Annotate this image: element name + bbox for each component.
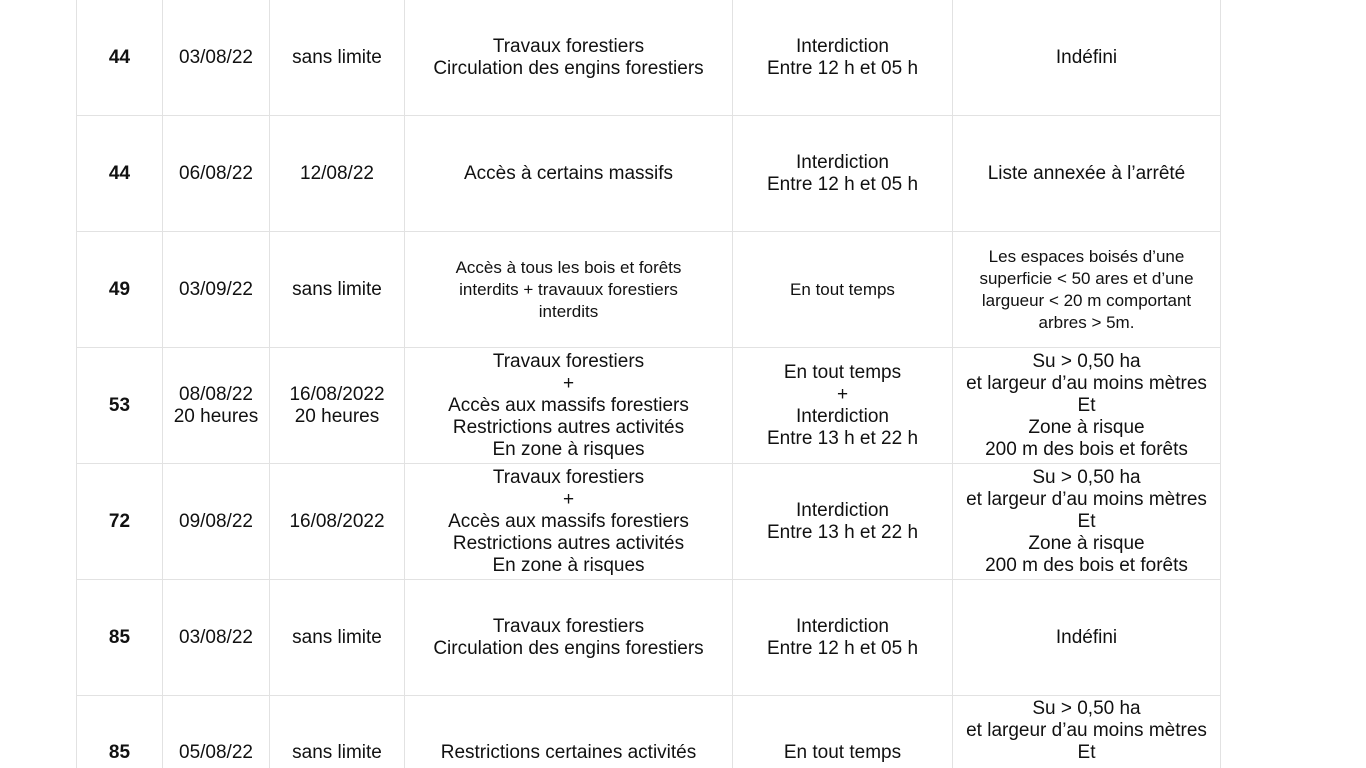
department-cell: 53: [77, 348, 163, 464]
mesure-cell: Interdiction Entre 12 h et 05 h: [733, 116, 953, 232]
department-cell: 44: [77, 0, 163, 116]
mesure-cell: Interdiction Entre 12 h et 05 h: [733, 0, 953, 116]
zone-cell: Indéfini: [953, 0, 1221, 116]
table-row: [77, 696, 1221, 768]
mesure-cell: En tout temps + Interdiction Entre 13 h et 22 h: [733, 348, 953, 464]
nature-cell: Travaux forestiers Circulation des engins forestiers: [405, 0, 733, 116]
start-date-cell: 05/08/22: [163, 696, 270, 768]
restrictions-table: [76, 0, 1221, 768]
start-date-cell: 06/08/22: [163, 116, 270, 232]
zone-cell: Indéfini: [953, 580, 1221, 696]
mesure-cell: Interdiction Entre 13 h et 22 h: [733, 464, 953, 580]
end-date-cell: 12/08/22: [270, 116, 405, 232]
start-date-cell: 09/08/22: [163, 464, 270, 580]
department-cell: 85: [77, 696, 163, 768]
department-cell: 85: [77, 580, 163, 696]
nature-cell: Accès à tous les bois et forêts interdits + travauux forestiers interdits: [405, 232, 733, 348]
department-cell: 72: [77, 464, 163, 580]
table-row: [77, 464, 1221, 580]
end-date-cell: sans limite: [270, 580, 405, 696]
mesure-cell: En tout temps: [733, 696, 953, 768]
zone-cell: Les espaces boisés d’une superficie < 50 ares et d’une largueur < 20 m comportant arbres > 5m.: [953, 232, 1221, 348]
zone-cell: Su > 0,50 ha et largeur d’au moins mètres Et Zone à risque 200 m des bois et forêts: [953, 464, 1221, 580]
end-date-cell: sans limite: [270, 232, 405, 348]
start-date-cell: 08/08/22 20 heures: [163, 348, 270, 464]
zone-cell: Su > 0,50 ha et largeur d’au moins mètres Et: [953, 696, 1221, 768]
end-date-cell: 16/08/2022 20 heures: [270, 348, 405, 464]
start-date-cell: 03/09/22: [163, 232, 270, 348]
zone-cell: Su > 0,50 ha et largeur d’au moins mètres Et Zone à risque 200 m des bois et forêts: [953, 348, 1221, 464]
start-date-cell: 03/08/22: [163, 580, 270, 696]
zone-cell: Liste annexée à l’arrêté: [953, 116, 1221, 232]
table-row: [77, 232, 1221, 348]
end-date-cell: sans limite: [270, 696, 405, 768]
department-cell: 49: [77, 232, 163, 348]
nature-cell: Travaux forestiers + Accès aux massifs forestiers Restrictions autres activités En zone à risques: [405, 348, 733, 464]
table-row: [77, 348, 1221, 464]
table-row: [77, 0, 1221, 116]
table-row: [77, 580, 1221, 696]
nature-cell: Accès à certains massifs: [405, 116, 733, 232]
department-cell: 44: [77, 116, 163, 232]
end-date-cell: 16/08/2022: [270, 464, 405, 580]
start-date-cell: 03/08/22: [163, 0, 270, 116]
mesure-cell: Interdiction Entre 12 h et 05 h: [733, 580, 953, 696]
table-row: [77, 116, 1221, 232]
end-date-cell: sans limite: [270, 0, 405, 116]
nature-cell: Travaux forestiers + Accès aux massifs forestiers Restrictions autres activités En zone à risques: [405, 464, 733, 580]
nature-cell: Travaux forestiers Circulation des engins forestiers: [405, 580, 733, 696]
nature-cell: Restrictions certaines activités: [405, 696, 733, 768]
mesure-cell: En tout temps: [733, 232, 953, 348]
